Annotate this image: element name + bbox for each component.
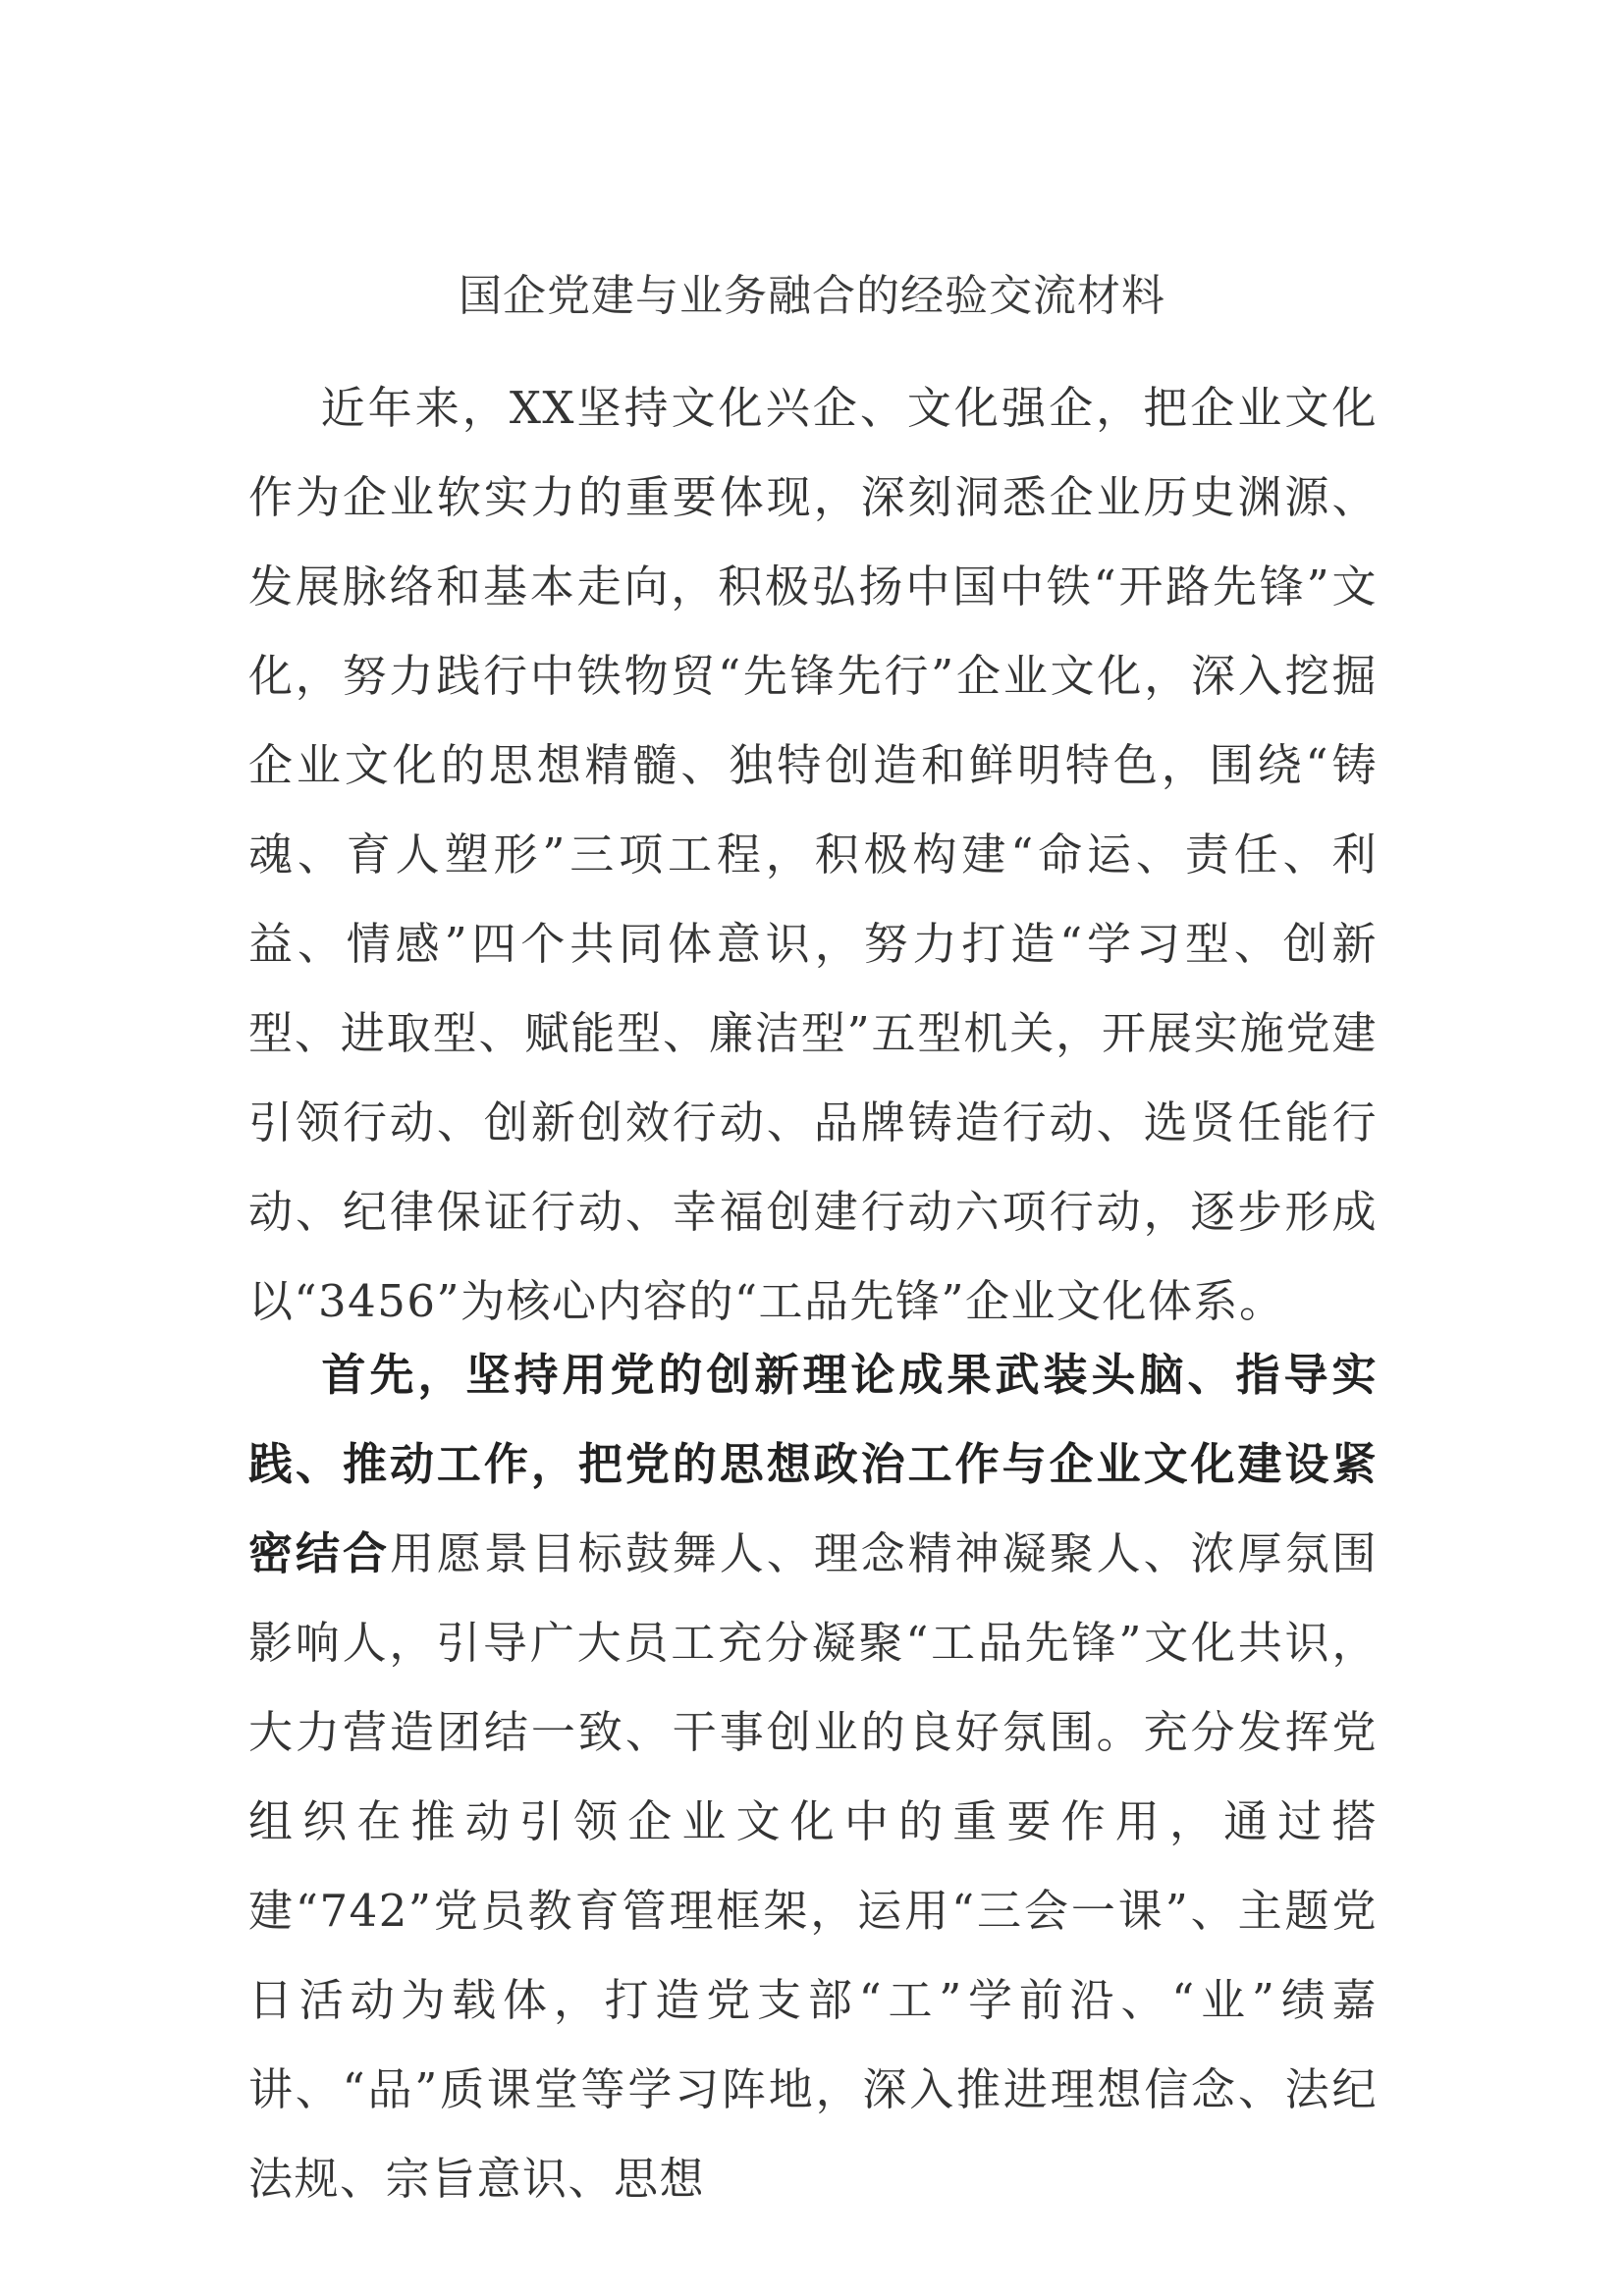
paragraph-intro <box>248 363 1378 1346</box>
paragraph-text: 用愿景目标鼓舞人、理念精神凝聚人、浓厚氛围影响人，引导广大员工充分凝聚“工品先锋”文化共识，大力营造团结一致、干事创业的良好氛围。充分发挥党组织在推动引领企业文化中的重要作用，通过搭建“742”党员教育管理框架，运用“三会一课”、主题党日活动为载体，打造党支部“工”学前沿、“业”绩嘉讲、“品”质课堂等学习阵地，深入推进理想信念、法纪法规、宗旨意识、思想 <box>248 1527 1378 2205</box>
paragraph-first-point <box>248 1330 1378 2223</box>
paragraph-text: 近年来，XX坚持文化兴企、文化强企，把企业文化作为企业软实力的重要体现，深刻洞悉企业历史渊源、发展脉络和基本走向，积极弘扬中国中铁“开路先锋”文化，努力践行中铁物贸“先锋先行”企业文化，深入挖掘企业文化的思想精髓、独特创造和鲜明特色，围绕“铸魂、育人塑形”三项工程，积极构建“命运、责任、利益、情感”四个共同体意识，努力打造“学习型、创新型、进取型、赋能型、廉洁型”五型机关，开展实施党建引领行动、创新创效行动、品牌铸造行动、选贤任能行动、纪律保证行动、幸福创建行动六项行动，逐步形成以“3456”为核心内容的“工品先锋”企业文化体系。 <box>248 382 1378 1327</box>
paragraph-bold-lead: 首先，坚持用党的创新理论成果武装头脑、指导实践、推动工作，把党的思想政治工作与企业文化建设紧密结合 <box>248 1349 1378 1579</box>
document-title: 国企党建与业务融合的经验交流材料 <box>459 271 1165 321</box>
